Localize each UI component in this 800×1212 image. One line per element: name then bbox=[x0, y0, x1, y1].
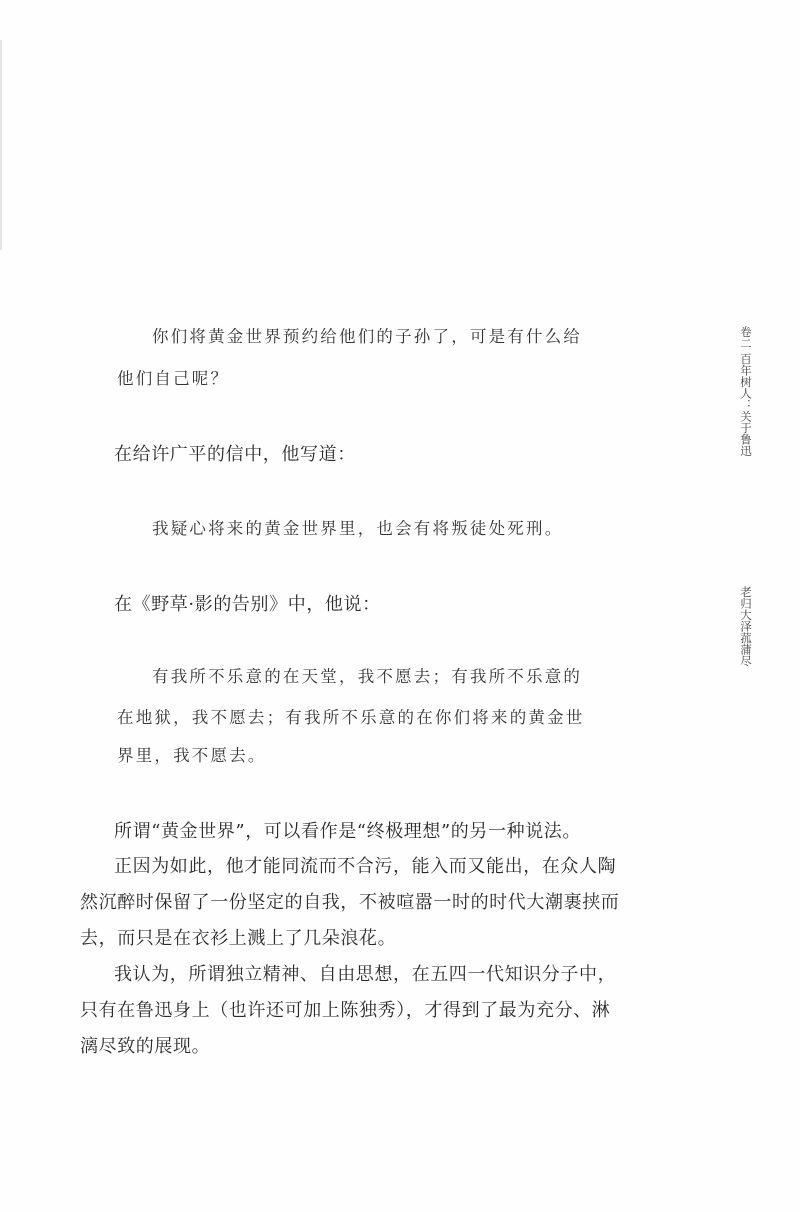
paragraph-2-line-2: 然沉醉时保留了一份坚定的自我，不被喧嚣一时的时代大潮裹挟而 bbox=[80, 892, 620, 913]
intro-letter-xu-guangping: 在给许广平的信中，他写道： bbox=[114, 444, 356, 465]
intro-yecao: 在《野草·影的告别》中，他说： bbox=[114, 594, 381, 615]
paragraph-2-line-1: 正因为如此，他才能同流而不合污，能入而又能出，在众人陶 bbox=[114, 856, 617, 877]
running-head-volume: 卷二 百年树人：关于鲁迅 bbox=[739, 326, 753, 457]
paragraph-2-line-3: 去，而只是在衣衫上溅上了几朵浪花。 bbox=[80, 928, 397, 949]
quote-2-line-1: 我疑心将来的黄金世界里，也会有将叛徒处死刑。 bbox=[152, 519, 564, 538]
paragraph-3-line-2: 只有在鲁迅身上（也许还可加上陈独秀），才得到了最为充分、淋 bbox=[80, 1000, 611, 1021]
page-edge-shadow bbox=[0, 40, 2, 250]
paragraph-3-line-1: 我认为，所谓独立精神、自由思想，在五四一代知识分子中， bbox=[114, 964, 617, 985]
quote-3-line-3: 界里，我不愿去。 bbox=[117, 746, 267, 765]
quote-3-line-1: 有我所不乐意的在天堂，我不愿去；有我所不乐意的 bbox=[152, 667, 583, 686]
running-head-chapter: 老归大泽菰蒲尽 bbox=[739, 586, 753, 667]
paragraph-3-line-3: 漓尽致的展现。 bbox=[80, 1036, 211, 1057]
quote-3-line-2: 在地狱，我不愿去；有我所不乐意的在你们将来的黄金世 bbox=[117, 708, 585, 727]
quote-1-line-2: 他们自己呢？ bbox=[117, 369, 230, 388]
paragraph-1-line-1: 所谓“黄金世界”，可以看作是“终极理想”的另一种说法。 bbox=[114, 821, 582, 842]
quote-1-line-1: 你们将黄金世界预约给他们的子孙了，可是有什么给 bbox=[152, 327, 583, 346]
